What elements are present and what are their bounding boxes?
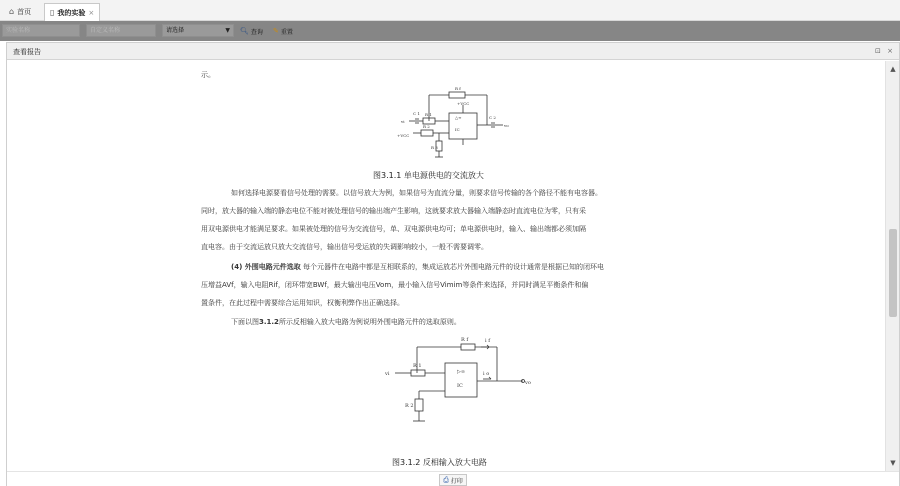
- restore-icon[interactable]: ⊡: [875, 47, 881, 55]
- close-tab-icon[interactable]: ×: [88, 8, 95, 17]
- experiment-name-input[interactable]: 实验名称: [2, 24, 80, 37]
- circuit1-label: IC: [455, 127, 460, 132]
- category-select-value: 请选择: [166, 27, 185, 34]
- tab-home[interactable]: [4, 3, 36, 20]
- circuit2-label: R 2: [405, 403, 414, 409]
- search-button-label: 查询: [250, 28, 263, 36]
- figure-caption-2: 图3.1.2 反相输入放大电路: [392, 458, 487, 467]
- tab-bar: [0, 0, 900, 21]
- circuit2-label: vi: [385, 371, 390, 377]
- report-text-line: 示。: [201, 71, 215, 79]
- custom-name-input[interactable]: 自定义名称: [86, 24, 156, 37]
- circuit1-label: C 1: [413, 111, 420, 116]
- panel-title: 查看报告: [13, 48, 41, 56]
- figure-caption-1: 图3.1.1 单电源供电的交流放大: [373, 171, 484, 180]
- report-text-line: 同时，放大器的输入端的静态电位不能对被处理信号的输出端产生影响，这就要求放大器输入端静态时直流电位为零，只有采: [201, 207, 586, 215]
- circuit2-label: IC: [457, 383, 463, 389]
- panel-header: [7, 43, 899, 60]
- tab-my-experiments[interactable]: [44, 3, 100, 21]
- report-text-line: [201, 318, 721, 327]
- report-text-line: 压增益AVf，输入电阻Rif，闭环带宽BWf，最大输出电压Vom，最小输入信号Vimim等条件来选择，并同时满足平衡条件和偏: [201, 281, 589, 289]
- report-text-line: 用双电源供电才能满足要求。如果被处理的信号为交流信号，单、双电源供电均可；单电源供电时，输入、输出端都必须加隔: [201, 225, 586, 233]
- circuit2-label: R 1: [413, 363, 422, 369]
- report-text-line: 直电容。由于交流运放只放大交流信号，输出信号受运放的失调影响较小，一般不需要调零。: [201, 243, 488, 251]
- tab-my-experiments-label: 我的实验: [57, 8, 86, 17]
- scrollbar-thumb[interactable]: [889, 229, 897, 317]
- circuit2-label: i o: [483, 371, 490, 377]
- report-panel: [6, 42, 900, 486]
- report-text-line: 如何选择电源要看信号处理的需要。以信号放大为例，如果信号为直流分量，则要求信号传输的各个路径不能有电容器。: [231, 189, 602, 197]
- figure-reference: 3.1.2: [259, 318, 279, 326]
- report-text-line: 置条件，在此过程中需要综合运用知识，权衡利弊作出正确选择。: [201, 299, 404, 307]
- report-text-line: [201, 263, 721, 272]
- report-content[interactable]: [9, 61, 885, 471]
- circuit2-label: ▷∞: [457, 369, 466, 375]
- circuit1-label: R f: [455, 86, 461, 91]
- circuit1-label: +VCC: [397, 133, 410, 138]
- circuit1-label: C 2: [489, 115, 496, 120]
- filter-toolbar: [0, 21, 900, 41]
- report-text-span: 所示反相输入放大电路为例说明外围电路元件的选取原则。: [278, 318, 461, 326]
- tab-home-label: 首页: [17, 7, 32, 16]
- panel-footer: [7, 471, 899, 486]
- circuit1-label: R 1: [425, 112, 432, 117]
- circuit-diagram-2: [377, 333, 533, 433]
- circuit2-label: vo: [525, 380, 531, 386]
- circuit-diagram-1: [391, 81, 523, 163]
- section-heading: (4) 外围电路元件选取: [231, 263, 301, 271]
- circuit1-label: vo: [504, 123, 509, 128]
- circuit1-label: +VCC: [457, 101, 470, 106]
- circuit1-label: △∞: [455, 115, 462, 120]
- print-button-label: 打印: [450, 477, 463, 485]
- print-button[interactable]: [439, 474, 467, 486]
- report-text-span: 每个元器件在电路中都是互相联系的，集成运放芯片外围电路元件的设计通常是根据已知的闭环电: [302, 263, 604, 271]
- pencil-icon: ✎: [273, 27, 279, 35]
- reset-button[interactable]: [273, 25, 293, 37]
- vertical-scrollbar[interactable]: [885, 61, 899, 471]
- search-button[interactable]: [240, 25, 263, 37]
- scroll-up-icon[interactable]: ▲: [890, 65, 896, 73]
- search-icon: 🔍︎: [240, 27, 249, 35]
- circuit1-label: vi: [401, 119, 405, 124]
- close-icon[interactable]: ×: [887, 47, 893, 55]
- document-icon: ▯: [50, 8, 55, 17]
- report-text-span: 下面以图: [231, 318, 259, 326]
- scroll-down-icon[interactable]: ▼: [890, 459, 896, 467]
- circuit2-label: i f: [485, 338, 491, 344]
- chevron-down-icon: ▼: [225, 27, 230, 34]
- home-icon: ⌂: [9, 7, 15, 16]
- circuit1-label: R 3: [431, 145, 438, 150]
- circuit1-label: R 2: [423, 124, 430, 129]
- category-select[interactable]: [162, 24, 234, 37]
- circuit2-label: R f: [461, 337, 469, 343]
- printer-icon: ⎙: [443, 475, 449, 484]
- panel-tools: [871, 47, 893, 55]
- reset-button-label: 重置: [280, 28, 293, 36]
